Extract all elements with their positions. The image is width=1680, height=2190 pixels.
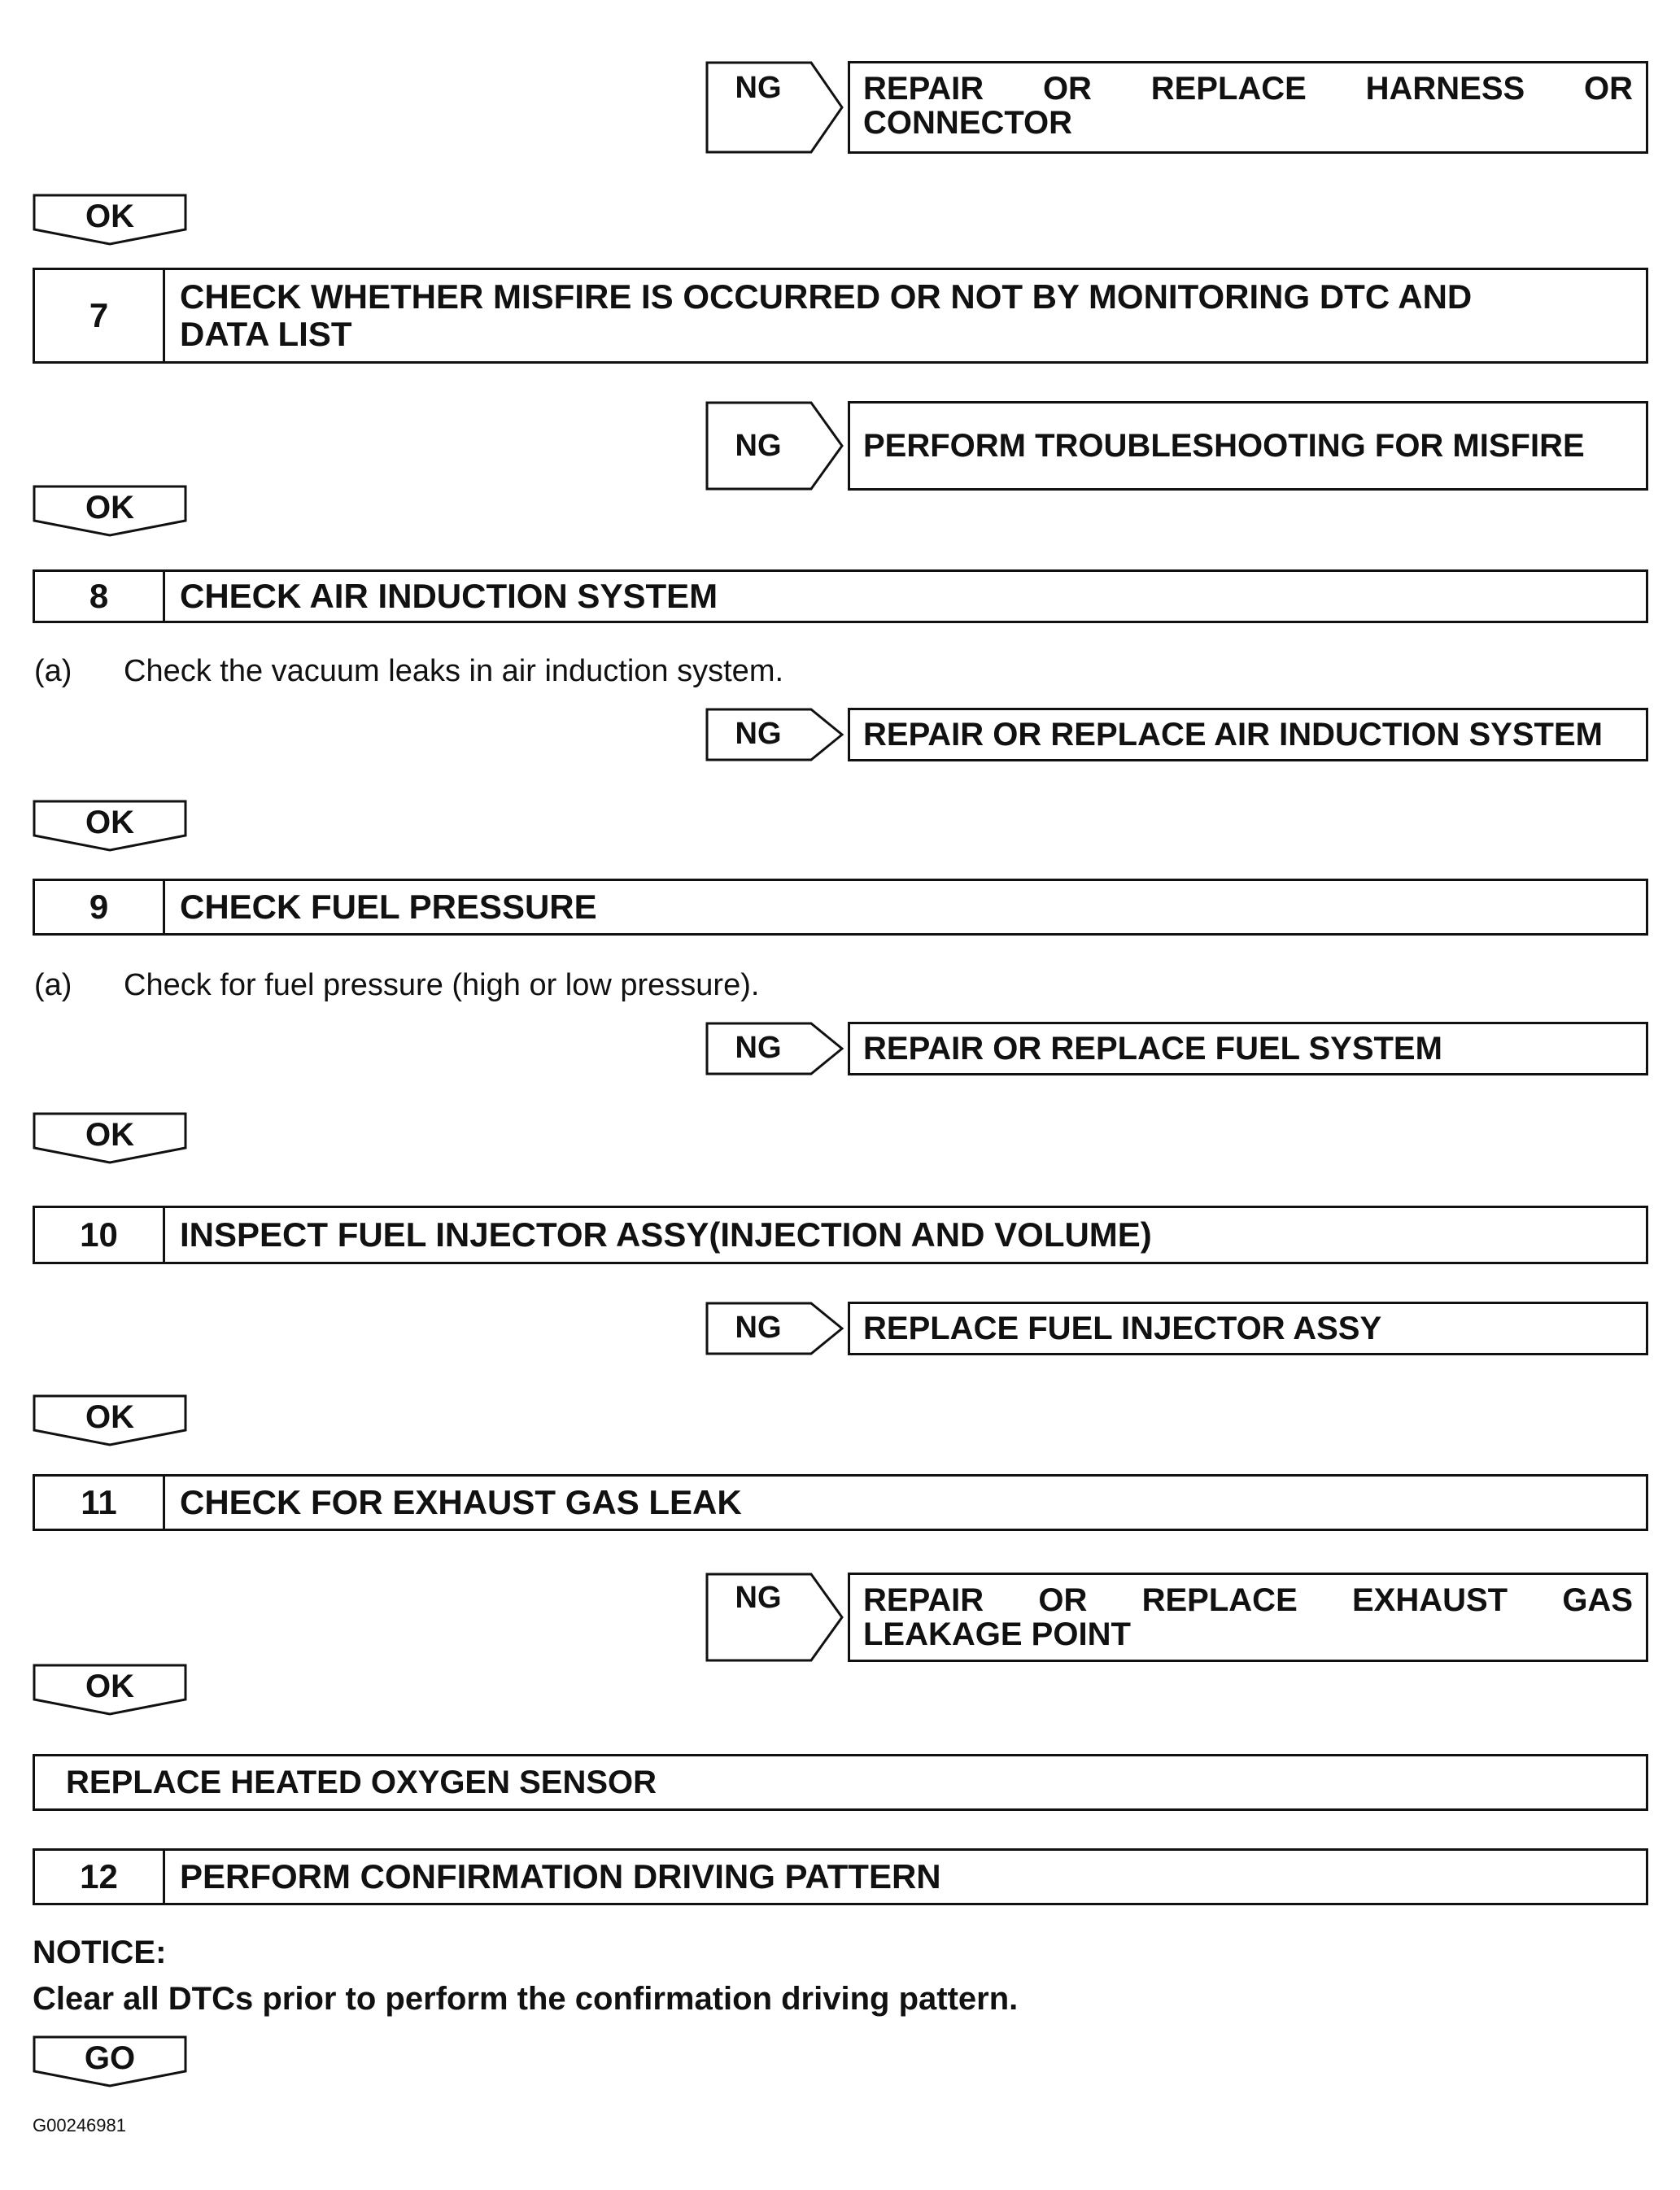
result-misfire: [848, 401, 1648, 491]
ng-label: NG: [735, 1311, 782, 1345]
step-number: 10: [35, 1208, 165, 1262]
ok-arrow-2: [33, 485, 187, 537]
ok-label: OK: [85, 1669, 134, 1704]
go-arrow: [33, 2035, 187, 2087]
result-line2: CONNECTOR: [863, 105, 1073, 141]
step-number: 12: [35, 1851, 165, 1903]
ng-tag-fuel-system: [705, 1022, 845, 1075]
step-12-box: [33, 1848, 1648, 1905]
step-8-box: [33, 569, 1648, 623]
replace-sensor-text: REPLACE HEATED OXYGEN SENSOR: [66, 1764, 657, 1800]
ok-arrow-4: [33, 1112, 187, 1164]
step-title: [165, 270, 1646, 361]
step-title: PERFORM CONFIRMATION DRIVING PATTERN: [180, 1857, 941, 1896]
result-line1: REPAIR OR REPLACE EXHAUST GAS: [863, 1582, 1633, 1618]
step-title: CHECK FOR EXHAUST GAS LEAK: [180, 1483, 742, 1521]
step-number: 11: [35, 1477, 165, 1529]
ng-label: NG: [735, 1031, 782, 1065]
ng-label: NG: [735, 717, 782, 751]
ng-tag-misfire: [705, 401, 845, 491]
result-repair-harness: [848, 61, 1648, 154]
ok-arrow-5: [33, 1394, 187, 1446]
sub-text: Check for fuel pressure (high or low pressure).: [124, 968, 760, 1002]
ok-label: OK: [85, 1399, 134, 1435]
step-title: CHECK FUEL PRESSURE: [180, 888, 597, 926]
go-label: GO: [84, 2040, 136, 2076]
replace-sensor-box: [33, 1754, 1648, 1811]
step-number: 7: [35, 270, 165, 361]
ng-label: NG: [735, 429, 782, 463]
figure-code: G00246981: [33, 2115, 126, 2135]
result-injector: [848, 1302, 1648, 1355]
step-title: INSPECT FUEL INJECTOR ASSY(INJECTION AND VOLUME): [180, 1215, 1152, 1254]
step-7-box: [33, 268, 1648, 364]
ok-label: OK: [85, 490, 134, 526]
step-title-line1: CHECK WHETHER MISFIRE IS OCCURRED OR NOT BY MONITORING DTC AND: [180, 277, 1473, 316]
step-title-line2: DATA LIST: [180, 315, 352, 353]
result-text: PERFORM TROUBLESHOOTING FOR MISFIRE: [863, 428, 1585, 464]
step-9-box: [33, 879, 1648, 936]
step-number: 9: [35, 881, 165, 933]
result-exhaust: [848, 1573, 1648, 1662]
ok-label: OK: [85, 198, 134, 234]
ok-arrow-6: [33, 1664, 187, 1716]
ng-tag-exhaust: [705, 1573, 845, 1662]
step-11-box: [33, 1474, 1648, 1531]
result-line2: LEAKAGE POINT: [863, 1616, 1131, 1652]
ok-arrow-3: [33, 800, 187, 852]
sub-text: Check the vacuum leaks in air induction system.: [124, 654, 784, 688]
result-text: REPAIR OR REPLACE FUEL SYSTEM: [863, 1031, 1442, 1067]
step-number: 8: [35, 572, 165, 621]
ng-tag-harness: [705, 61, 845, 154]
sub-label: (a): [34, 968, 72, 1002]
notice-heading: NOTICE:: [33, 1935, 167, 1970]
ng-tag-air-induction: [705, 708, 845, 761]
ok-label: OK: [85, 805, 134, 840]
result-line1: REPAIR OR REPLACE HARNESS OR: [863, 71, 1633, 107]
ng-label: NG: [735, 1581, 782, 1615]
step-title: CHECK AIR INDUCTION SYSTEM: [180, 577, 718, 615]
ng-label: NG: [735, 71, 782, 105]
result-text: REPAIR OR REPLACE AIR INDUCTION SYSTEM: [863, 717, 1603, 753]
result-air-induction: [848, 708, 1648, 761]
ok-arrow-1: [33, 194, 187, 246]
sub-label: (a): [34, 654, 72, 688]
step-10-box: [33, 1206, 1648, 1264]
sub-instruction-9a: [34, 968, 759, 1003]
ok-label: OK: [85, 1117, 134, 1153]
result-text: REPLACE FUEL INJECTOR ASSY: [863, 1311, 1382, 1346]
ng-tag-injector: [705, 1302, 845, 1355]
notice-text: Clear all DTCs prior to perform the confirmation driving pattern.: [33, 1981, 1019, 2017]
sub-instruction-8a: [34, 654, 783, 689]
result-fuel-system: [848, 1022, 1648, 1075]
